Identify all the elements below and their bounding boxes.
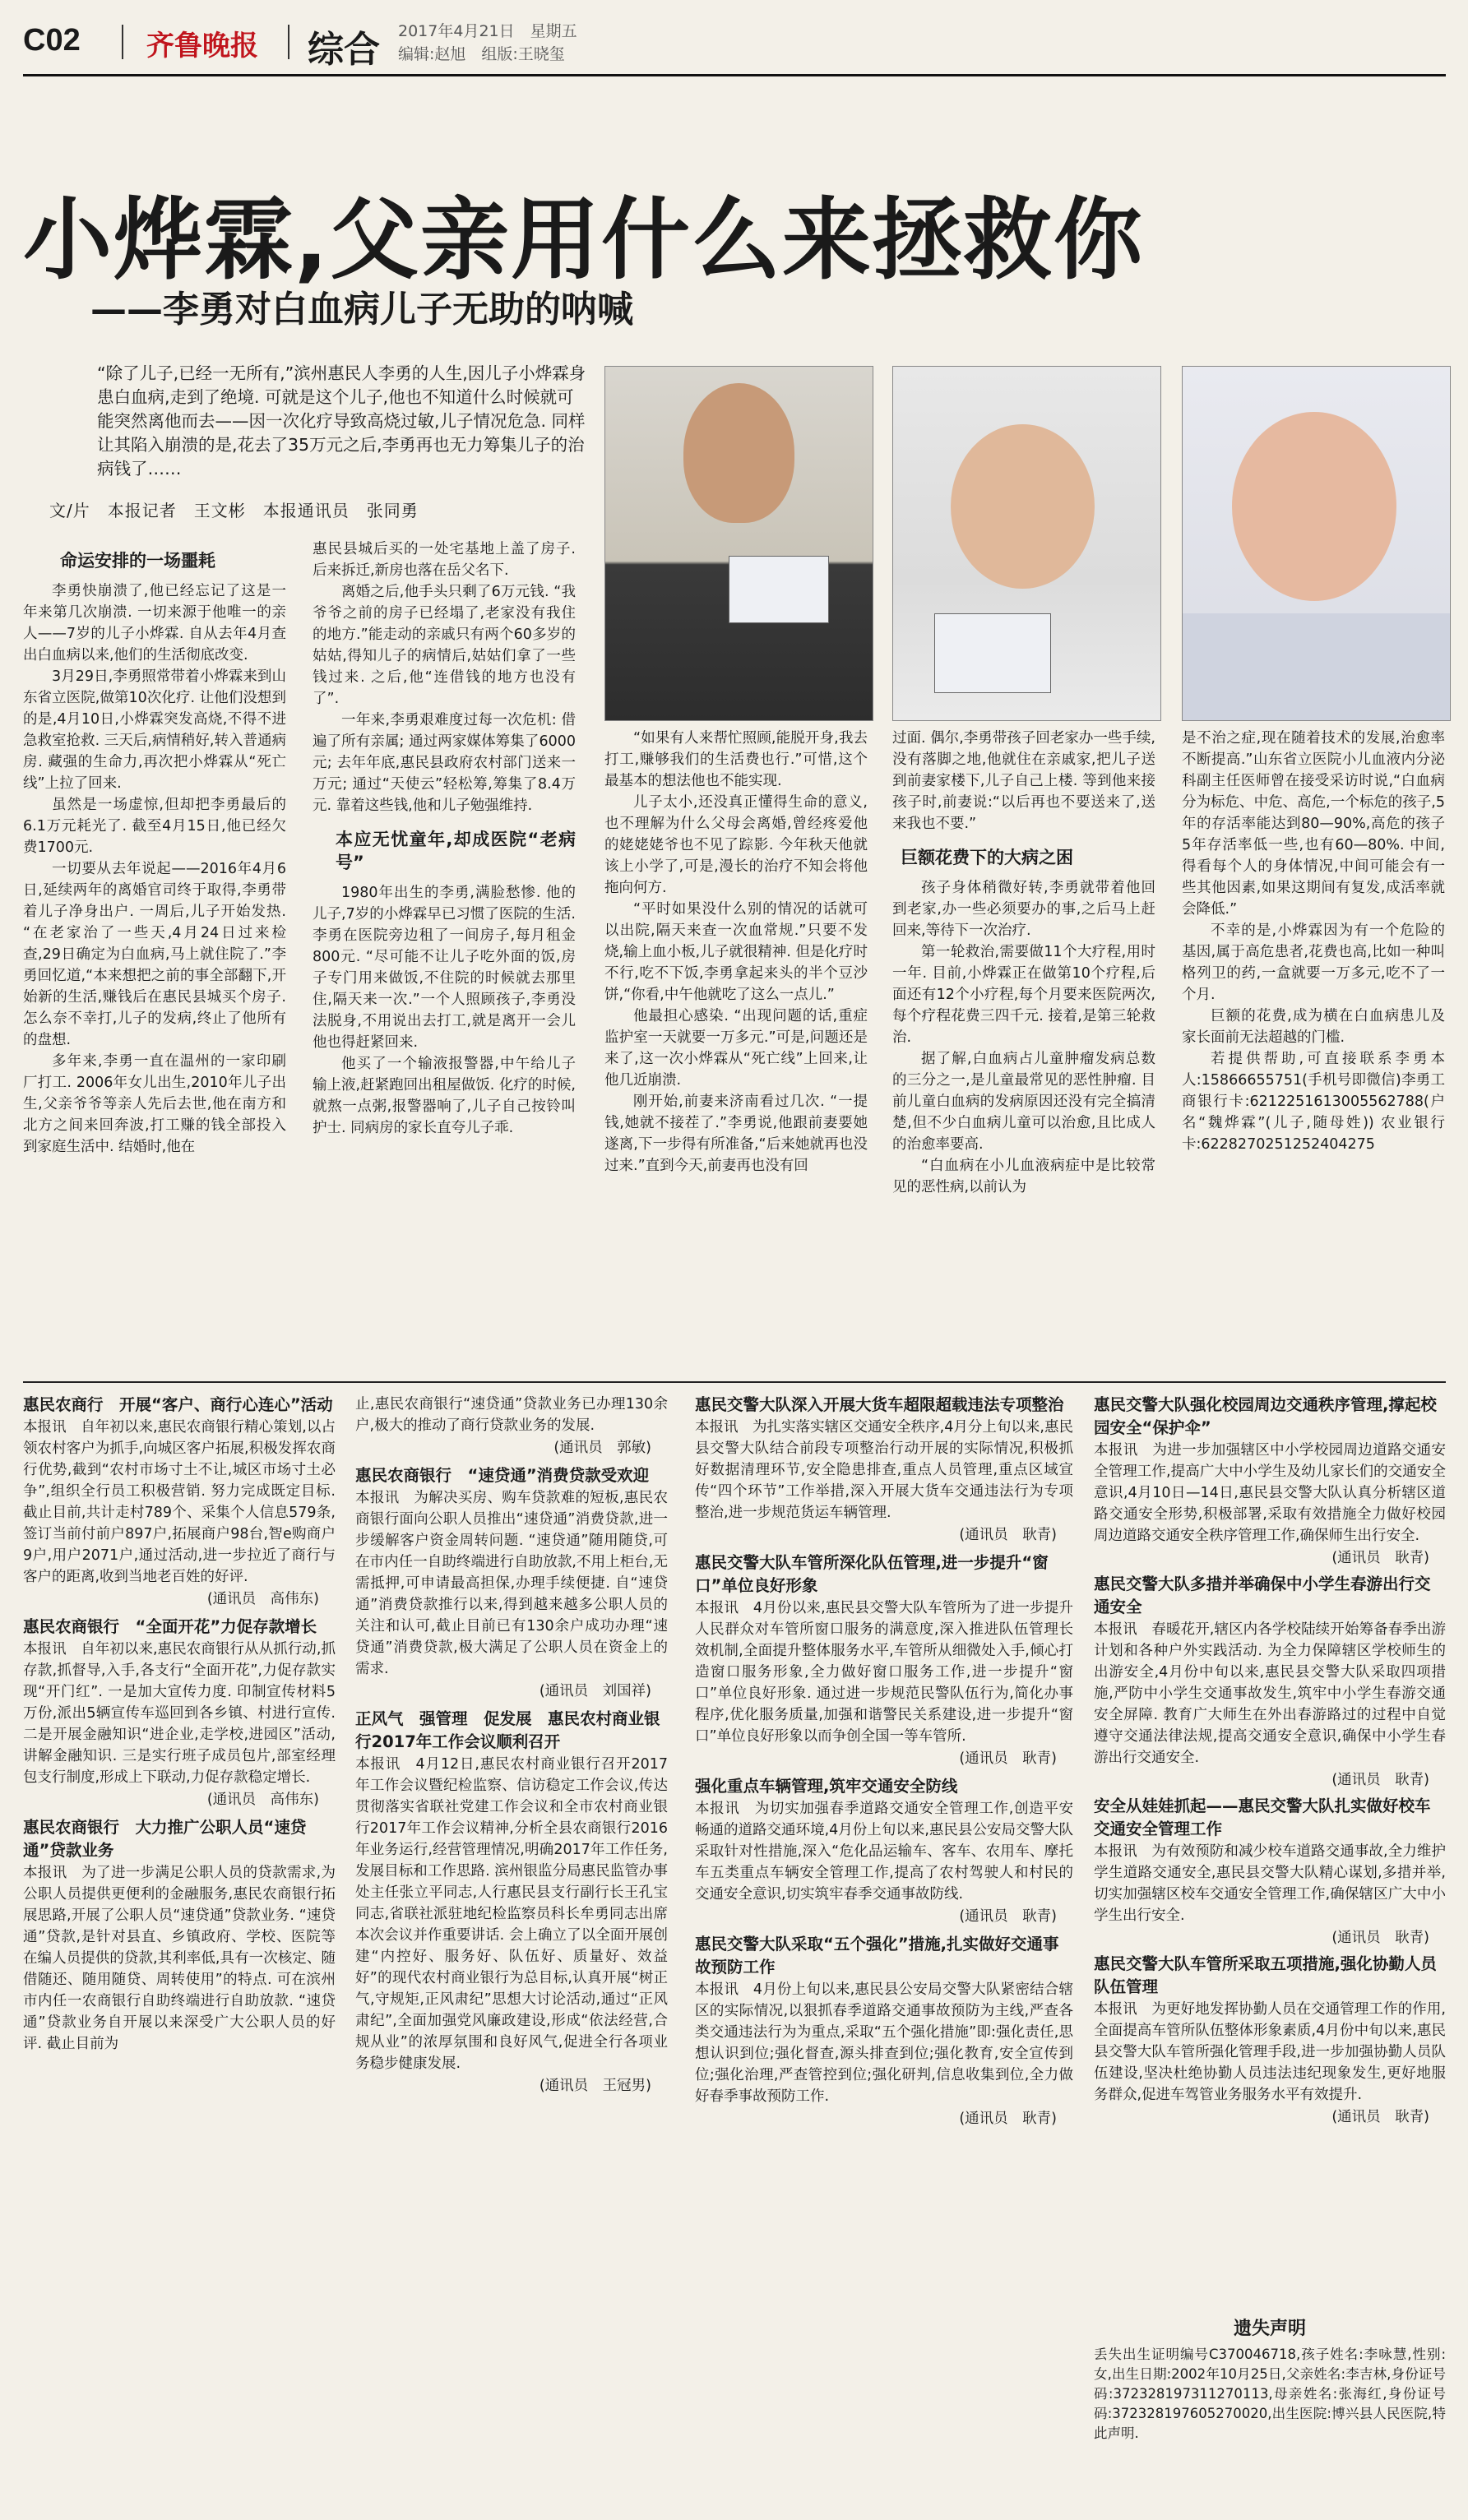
paragraph: 不幸的是,小烨霖因为有一个危险的基因,属于高危患者,花费也高,比如一种叫格列卫的药,一盒就要一万多元,吃不了一个月.	[1182, 922, 1445, 1003]
news-credit: (通讯员 耿青)	[1331, 1550, 1429, 1566]
news-title: 惠民交警大队深入开展大货车超限超载违法专项整治	[695, 1395, 1064, 1414]
masthead	[23, 18, 1446, 71]
paragraph: 3月29日,李勇照常带着小烨霖来到山东省立医院,做第10次化疗. 让他们没想到的是,4月10日,小烨霖突发高烧,不得不进急救室抢救. 三天后,病情稍好,转入普通病房. 藏强的生命力,再次把小烨霖从“死亡线”上拉了回来.	[23, 668, 286, 792]
notice-box	[1094, 2345, 1446, 2444]
news-body: 本报讯 4月份以来,惠民县交警大队车管所为了进一步提升人民群众对车管所窗口服务的满意度,深入推进队伍管理长效机制,全面提升整体服务水平,车管所从细微处入手,倾心打造窗口服务形象,全力做好窗口服务工作,进一步提升“窗口”单位良好形象. 通过进一步规范民警队伍行为,简化办事程序,优化服务质量,加强和谐警民关系建设,进一步提升“窗口”单位良好形象以而争创全国一等车管所.	[695, 1600, 1073, 1745]
news-credit: (通讯员 耿青)	[959, 2111, 1057, 2127]
news-body: 本报讯 自年初以来,惠民农商银行精心策划,以占领农村客户为抓手,向城区客户拓展,积极发挥农商行优势,截到“农村市场寸土不让,城区市场寸土必争”,组织全行员工积极营销. 努力完成既定目标. 截止目前,共计走村789个、采集个人信息579条,签订当前付前户897户,拓展商户98台,智e购商户9户,用户2071户,通过活动,进一步拉近了商行与客户的距离,收到当地老百姓的好评.	[23, 1419, 336, 1585]
news-brief	[1094, 1953, 1446, 2129]
paragraph: 儿子太小,还没真正懂得生命的意义,也不理解为什么父母会离婚,曾经疼爱他的姥姥姥爷也不见了踪影. 今年秋天他就该上小学了,可是,漫长的治疗不知会将他拖向何方.	[604, 794, 868, 896]
news-brief	[23, 1394, 336, 1611]
face	[951, 424, 1095, 589]
news-body: 本报讯 为更好地发挥协勤人员在交通管理工作的作用,全面提高车管所队伍整体形象素质,4月份中旬以来,惠民县交警大队车管所强化管理手段,进一步加强协勤人员队伍建设,坚决杜绝协勤人员违法违纪现象发生,更好地服务群众,促进车驾管业务服务水平有效提升.	[1094, 2001, 1446, 2103]
news-body: 本报讯 春暖花开,辖区内各学校陆续开始筹备春季出游计划和各种户外实践活动. 为全力保障辖区学校师生的出游安全,4月份中旬以来,惠民县交警大队采取四项措施,严防中小学生交通事故发生,筑牢中小学生春游交通安全屏障. 教育广大师生在外出春游路过的过程中自觉遵守交通法律法规,提高交通安全意识,确保中小学生春游出行交通安全.	[1094, 1621, 1446, 1766]
news-brief	[695, 1933, 1073, 2130]
news-body: 本报讯 为解决买房、购车贷款难的短板,惠民农商银行面向公职人员推出“速贷通”消费贷款,进一步缓解客户资金周转问题. “速贷通”随用随贷,可在市内任一自助终端进行自助放款,不用上柜台,无需抵押,可申请最高担保,办理手续便捷. 自“速贷通”消费贷款推行以来,得到越来越多公职人员的关注和认可,截止目前已有130余户成功办理“速贷通”消费贷款,极大满足了公职人员在资金上的需求.	[355, 1490, 668, 1677]
byline: 文/片 本报记者 王文彬 本报通讯员 张同勇	[49, 501, 419, 520]
news-title: 惠民交警大队多措并举确保中小学生春游出行交通安全	[1094, 1574, 1431, 1616]
paragraph: 一年来,李勇艰难度过每一次危机: 借遍了所有亲属; 通过两家媒体筹集了6000元; 去年年底,惠民县政府农村部门送来一万元; 通过“天使云”轻松筹,筹集了8.4万元. 靠着这些钱,他和儿子勉强维持.	[313, 712, 576, 814]
paragraph: 一切要从去年说起——2016年4月6日,延续两年的离婚官司终于取得,李勇带着儿子净身出户. 一周后,儿子开始发热. “在老家治了一些天,4月24日过来检查,29日确定为白血病,马上就住院了.”李勇回忆道,“本来想把之前的事全部翻下,开始新的生活,赚钱后在惠民县城买个房子. 怎么奈不幸打,儿子的发病,终止了他所有的盘想.	[23, 861, 286, 1048]
article-column-2	[313, 539, 576, 1139]
news-brief	[1094, 1795, 1446, 1949]
news-brief	[355, 1394, 668, 1459]
child-photo	[892, 366, 1161, 721]
id-card	[729, 556, 829, 623]
page-number: C02	[23, 23, 81, 58]
face	[683, 383, 794, 523]
paragraph: 是不治之症,现在随着技术的发展,治愈率不断提高.”山东省立医院小儿血液内分泌科副主任医师曾在接受采访时说,“白血病分为标危、中危、高危,一个标危的孩子,5年的存活率能达到80—90%,高危的孩子5年存活率低一些,也有60—80%. 中间,得看每个人的身体情况,中间可能会有一些其他因素,如果这期间有复发,成活率就会降低.”	[1182, 730, 1445, 918]
news-title: 惠民交警大队车管所深化队伍管理,进一步提升“窗口”单位良好形象	[695, 1553, 1049, 1595]
paragraph: 过面. 偶尔,李勇带孩子回老家办一些手续,没有落脚之地,他就住在亲戚家,把儿子送到前妻家楼下,儿子自己上楼. 等到他来接孩子时,前妻说:“以后再也不要送来了,送来我也不要.”	[892, 730, 1155, 832]
lost-notice	[1094, 2314, 1446, 2444]
news-brief	[355, 1708, 668, 2097]
subheadline: ——李勇对白血病儿子无助的呐喊	[90, 289, 633, 331]
news-brief	[695, 1775, 1073, 1928]
dateline	[398, 20, 577, 66]
paragraph: “如果有人来帮忙照顾,能脱开身,我去打工,赚够我们的生活费也行.”可惜,这个最基本的想法他也不能实现.	[604, 730, 868, 789]
news-credit: (通讯员 耿青)	[1331, 1772, 1429, 1788]
news-column-4	[1094, 1394, 1446, 2129]
news-column-3	[695, 1394, 1073, 2130]
news-body: 本报讯 自年初以来,惠民农商银行从从抓行动,抓存款,抓督导,入手,各支行“全面开花”,力促存款实现“开门红”. 一是加大宣传力度. 印制宣传材料5万份,派出5辆宣传车巡回到各乡镇、村进行宣传. 二是开展金融知识“进企业,走学校,进园区”活动,讲解金融知识. 三是实行班子成员包片,部室经理包支行制度,形成上下联动,力促存款稳定增长.	[23, 1641, 336, 1786]
paragraph: 巨额的花费,成为横在白血病患儿及家长面前无法超越的门槛.	[1182, 1008, 1445, 1046]
face	[1232, 412, 1396, 601]
paragraph: 孩子身体稍微好转,李勇就带着他回到老家,办一些必须要办的事,之后马上赶回来,等待下一次治疗.	[892, 880, 1155, 939]
news-column-2	[355, 1394, 668, 2097]
news-brief	[695, 1394, 1073, 1547]
divider	[122, 25, 123, 59]
news-brief	[1094, 1573, 1446, 1792]
paragraph: 离婚之后,他手头只剩了6万元钱. “我爷爷之前的房子已经塌了,老家没有我住的地方.”能走动的亲戚只有两个60多岁的姑姑,得知儿子的病情后,姑姑们拿了一些钱过来. 之后,他“连借钱的地方也没有了”.	[313, 584, 576, 707]
news-title: 惠民交警大队强化校园周边交通秩序管理,撑起校园安全“保护伞”	[1094, 1395, 1437, 1437]
article-column-1	[23, 549, 286, 1158]
news-credit: (通讯员 郭敏)	[553, 1440, 651, 1456]
news-credit: (通讯员 耿青)	[959, 1908, 1057, 1925]
news-brief	[355, 1464, 668, 1703]
news-credit: (通讯员 耿青)	[1331, 2109, 1429, 2125]
paragraph: 1980年出生的李勇,满脸愁惨. 他的儿子,7岁的小烨霖早已习惯了医院的生活. 李勇在医院旁边租了一间房子,每月租金800元. “尽可能不让儿子吃外面的饭,房子专门用来做饭,不住院的时候就去那里住,隔天来一次.”一个人照顾孩子,李勇没法脱身,不用说出去打工,就是离开一会儿他也得赶紧回来.	[313, 885, 576, 1051]
divider	[288, 25, 289, 59]
id-card	[934, 613, 1051, 693]
news-column-1	[23, 1394, 336, 2055]
section-heading: 命运安排的一场噩耗	[60, 551, 215, 571]
news-body: 本报讯 为了进一步满足公职人员的贷款需求,为公职人员提供更便利的金融服务,惠民农商银行拓展思路,开展了公职人员“速贷通”贷款业务. “速贷通”贷款,是针对县直、乡镇政府、学校、医院等在编人员提供的贷款,其利率低,具有一次核定、随借随还、随用随贷、周转使用”的特点. 可在滨州市内任一农商银行自助终端进行自助放款. “速贷通”贷款业务自开展以来深受广大公职人员的好评. 截止目前为	[23, 1865, 336, 2052]
news-body: 本报讯 4月份上旬以来,惠民县公安局交警大队紧密结合辖区的实际情况,以狠抓春季道路交通事故预防为主线,严查各类交通违法行为为重点,采取“五个强化措施”即:强化责任,思想认识到位;强化督查,源头排查到位;强化教育,安全宣传到位;强化治理,严查管控到位;强化研判,信息收集到位,全力做好春季事故预防工作.	[695, 1981, 1073, 2105]
editor-credits: 编辑:赵旭 组版:王晓玺	[398, 45, 565, 63]
paragraph: “平时如果没什么别的情况的话就可以出院,隔天来查一次血常规.”只要不发烧,输上血小板,儿子就很精神. 但是化疗时不行,吃不下饭,李勇拿起来头的半个豆沙饼,“你看,中午他就吃了这么一点儿.”	[604, 901, 868, 1003]
issue-date: 2017年4月21日 星期五	[398, 22, 577, 40]
section-heading: 巨额花费下的大病之困	[901, 848, 1073, 867]
news-body: 本报讯 为有效预防和减少校车道路交通事故,全力维护学生道路交通安全,惠民县交警大队精心谋划,多措并举,切实加强辖区校车交通安全管理工作,确保辖区广大中小学生出行安全.	[1094, 1843, 1446, 1924]
paragraph: 惠民县城后买的一处宅基地上盖了房子. 后来拆迁,新房也落在岳父名下.	[313, 541, 576, 579]
paragraph: 刚开始,前妻来济南看过几次. “一提钱,她就不接茬了.”李勇说,他跟前妻要她遂离,下一步得有所准备,“后来她就再也没过来.”直到今天,前妻再也没有回	[604, 1094, 868, 1174]
blanket	[1183, 613, 1450, 720]
news-title: 安全从娃娃抓起——惠民交警大队扎实做好校车交通安全管理工作	[1094, 1796, 1431, 1838]
news-title: 强化重点车辆管理,筑牢交通安全防线	[695, 1777, 958, 1796]
paragraph: 虽然是一场虚惊,但却把李勇最后的6.1万元耗光了. 截至4月15日,他已经欠费1700元.	[23, 797, 286, 856]
headline: 小烨霖,父亲用什么来拯救你	[23, 189, 1145, 292]
father-photo	[604, 366, 873, 721]
news-body: 本报讯 为进一步加强辖区中小学校园周边道路交通安全管理工作,提高广大中小学生及幼儿家长们的交通安全意识,4月10日—14日,惠民县交警大队认真分析辖区道路交通安全形势,积极部署,采取有效措施全力做好校园周边道路交通安全秩序管理工作,确保师生出行安全.	[1094, 1442, 1446, 1544]
paragraph: 第一轮救治,需要做11个大疗程,用时一年. 目前,小烨霖正在做第10个疗程,后面还有12个小疗程,每个月要来医院两次,每个疗程花费三四千元. 接着,是第三轮救治.	[892, 944, 1155, 1046]
paragraph: “白血病在小儿血液病症中是比较常见的恶性病,以前认为	[892, 1158, 1155, 1195]
news-brief	[23, 1816, 336, 2055]
news-title: 惠民农商银行 “全面开花”力促存款增长	[23, 1617, 317, 1636]
news-title: 惠民交警大队车管所采取五项措施,强化协勤人员队伍管理	[1094, 1954, 1437, 1996]
paragraph: 李勇快崩溃了,他已经忘记了这是一年来第几次崩溃. 一切来源于他唯一的亲人——7岁的儿子小烨霖. 自从去年4月查出白血病以来,他们的生活彻底改变.	[23, 583, 286, 664]
paragraph: 据了解,白血病占儿童肿瘤发病总数的三分之一,是儿童最常见的恶性肿瘤. 目前儿童白血病的发病原因还没有完全搞清楚,但不少白血病儿童可以治愈,且比成人的治愈率要高.	[892, 1051, 1155, 1153]
news-brief	[695, 1551, 1073, 1770]
notice-title: 遗失声明	[1233, 2319, 1306, 2339]
news-body: 本报讯 为扎实落实辖区交通安全秩序,4月分上旬以来,惠民县交警大队结合前段专项整治行动开展的实际情况,积极抓好数据清理环节,安全隐患排查,重点人员管理,重点区域宣传“四个环节”工作举措,深入开展大货车交通违法行为专项整治,进一步规范货运车辆管理.	[695, 1419, 1073, 1521]
header-rule	[23, 74, 1446, 76]
newspaper-logo: 齐鲁晚报	[146, 30, 258, 62]
news-credit: (通讯员 高伟东)	[206, 1591, 319, 1607]
news-credit: (通讯员 耿青)	[959, 1527, 1057, 1543]
paragraph: 他买了一个输液报警器,中午给儿子输上液,赶紧跑回出租屋做饭. 化疗的时候,就熬一点粥,报警器响了,儿子自己按铃叫护士. 同病房的家长直夸儿子乖.	[313, 1056, 576, 1136]
news-body: 本报讯 为切实加强春季道路交通安全管理工作,创造平安畅通的道路交通环境,4月份上旬以来,惠民县公安局交警大队采取针对性措施,深入“危化品运输车、客车、农用车、摩托车五类重点车辆安全管理工作,提高了农村驾驶人和村民的交通安全意识,切实筑牢春季交通事故防线.	[695, 1801, 1073, 1903]
paragraph: 若提供帮助,可直接联系李勇本人:15866655751(手机号即微信)李勇工商银行卡:6212251613005562788(户名“魏烨霖”(儿子,随母姓)) 农业银行卡:6228270251252404275	[1182, 1051, 1445, 1153]
news-title: 惠民农商行 开展“客户、商行心连心”活动	[23, 1395, 333, 1414]
news-body: 本报讯 4月12日,惠民农村商业银行召开2017年工作会议暨纪检监察、信访稳定工作会议,传达贯彻落实省联社党建工作会议和全市农村商业银行2017年工作会议精神,分析全县农商银行2016年业务运行,经营管理情况,明确2017年工作任务,发展目标和工作思路. 滨州银监分局惠民监管办事处主任张立平同志,人行惠民县支行副行长王孔宝同志,省联社派驻地纪检监察员科长牟勇同志出席本次会议并作重要讲话. 会上确立了以全面开展创建“内控好、服务好、队伍好、质量好、效益好”的现代农村商业银行为总目标,认真开展“树正气,守规矩,正风肃纪”思想大讨论活动,通过“正风肃纪”,全面加强党风廉政建设,形成“依法经营,合规从业”的浓厚氛围和良好风气,促进全行各项业务稳步健康发展.	[355, 1756, 668, 2072]
section-divider	[23, 1381, 1446, 1383]
news-brief	[23, 1616, 336, 1811]
news-body: 止,惠民农商银行“速贷通”贷款业务已办理130余户,极大的推动了商行贷款业务的发展.	[355, 1396, 668, 1434]
news-credit: (通讯员 耿青)	[1331, 1930, 1429, 1946]
news-title: 惠民交警大队采取“五个强化”措施,扎实做好交通事故预防工作	[695, 1935, 1059, 1977]
section-heading: 本应无忧童年,却成医院“老病号”	[336, 830, 576, 872]
lead-paragraph: “除了儿子,已经一无所有,”滨州惠民人李勇的人生,因儿子小烨霖身患白血病,走到了绝境. 可就是这个儿子,他也不知道什么时候就可能突然离他而去——因一次化疗导致高烧过敏,儿子情况危急. 同样让其陷入崩溃的是,花去了35万元之后,李勇再也无力筹集儿子的治病钱了……	[97, 363, 586, 479]
article-column-3	[604, 728, 868, 1177]
article-column-5	[1182, 728, 1445, 1155]
news-credit: (通讯员 王冠男)	[539, 2078, 651, 2094]
article-column-4	[892, 728, 1155, 1198]
news-brief	[1094, 1394, 1446, 1570]
paragraph: 多年来,李勇一直在温州的一家印刷厂打工. 2006年女儿出生,2010年儿子出生,父亲爷爷等亲人先后去世,他在南方和北方之间来回奔波,打工赚的钱全部投入到家庭生活中. 结婚时,他在	[23, 1053, 286, 1155]
hospital-photo	[1182, 366, 1451, 721]
news-title: 正风气 强管理 促发展 惠民农村商业银行2017年工作会议顺利召开	[355, 1709, 660, 1751]
news-title: 惠民农商银行 “速贷通”消费贷款受欢迎	[355, 1466, 650, 1485]
paragraph: 他最担心感染. “出现问题的话,重症监护室一天就要一万多元.”可是,问题还是来了,这一次小烨霖从“死亡线”上回来,让他几近崩溃.	[604, 1008, 868, 1089]
news-credit: (通讯员 耿青)	[959, 1750, 1057, 1767]
section-title: 综合	[308, 29, 380, 71]
news-credit: (通讯员 刘国祥)	[539, 1683, 651, 1699]
notice-body: 丢失出生证明编号C370046718,孩子姓名:李咏慧,性别:女,出生日期:2002年10月25日,父亲姓名:李吉林,身份证号码:372328197311270113,母亲姓名:张海红,身份证号码:372328197605270020,出生医院:博兴县人民医院,特此声明.	[1094, 2347, 1446, 2441]
news-title: 惠民农商银行 大力推广公职人员“速贷通”贷款业务	[23, 1818, 307, 1860]
news-credit: (通讯员 高伟东)	[206, 1792, 319, 1808]
